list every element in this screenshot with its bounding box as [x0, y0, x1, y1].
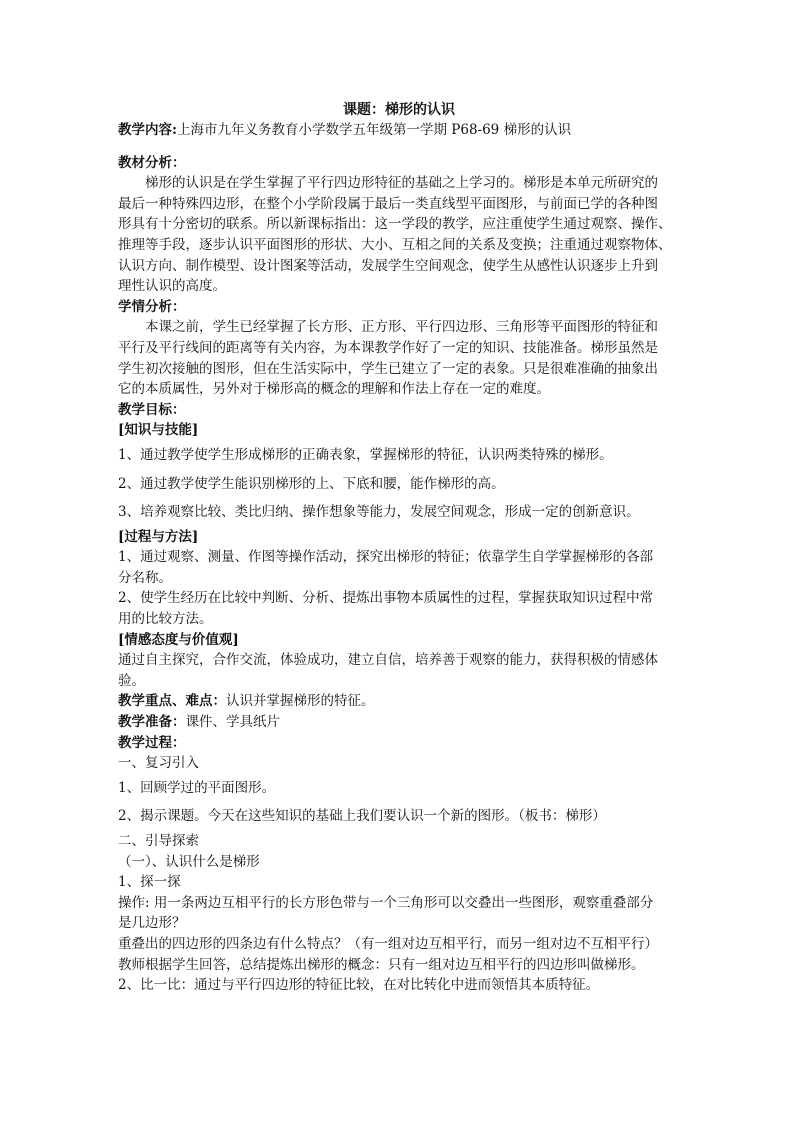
document-page — [118, 100, 680, 996]
teaching-content-value: 上海市九年义务教育小学数学五年级第一学期 P68-69 梯形的认识 — [176, 122, 572, 138]
preparation-value: 课件、学具纸片 — [185, 714, 280, 731]
goals-heading: 教学目标： — [118, 401, 186, 418]
operation-line: 操作: 用一条两边互相平行的长方形色带与一个三角形可以交叠出一些图形，观察重叠部分 — [118, 894, 654, 911]
operation-line: 是几边形？ — [118, 915, 186, 932]
material-analysis-heading: 教材分析： — [118, 154, 186, 171]
process-item: 用的比较方法。 — [118, 611, 213, 628]
student-line: 平行及平行线间的距离等有关内容，为本课教学作好了一定的知识、技能准备。梯形虽然是 — [118, 339, 658, 356]
section-explore: 二、引导探索 — [118, 833, 199, 849]
knowledge-item: 1、通过教学使学生形成梯形的正确表象，掌握梯形的特征，认识两类特殊的梯形。 — [118, 446, 613, 463]
review-item: 1、回顾学过的平面图形。 — [118, 779, 276, 796]
student-line: 它的本质属性，另外对于梯形高的概念的理解和作法上存在一定的难度。 — [118, 381, 550, 398]
question-line: 重叠出的四边形的四条边有什么特点？（有一组对边互相平行，而另一组对边不互相平行） — [118, 935, 658, 952]
teaching-process-heading: 教学过程： — [118, 734, 186, 751]
key-points-label: 教学重点、难点： — [118, 693, 226, 710]
student-analysis-heading: 学情分析： — [118, 298, 186, 315]
material-line: 理性认识的高度。 — [118, 278, 226, 295]
emotion-line: 通过自主探究，合作交流，体验成功，建立自信，培养善于观察的能力，获得积极的情感体 — [118, 652, 658, 669]
section-review: 一、复习引入 — [118, 755, 199, 772]
student-line: 学生初次接触的图形，但在生活实际中，学生已建立了一定的表象。只是很难准确的抽象出 — [118, 360, 658, 377]
emotion-heading: [情感态度与价值观] — [118, 631, 239, 648]
process-method-heading: [过程与方法] — [118, 528, 199, 545]
teaching-content-label: 教学内容: — [118, 122, 177, 138]
process-item: 分名称。 — [118, 569, 172, 586]
teaching-content — [118, 120, 680, 141]
material-line: 形具有十分密切的联系。所以新课标指出：这一学段的教学，应注重使学生通过观察、操作、 — [118, 216, 672, 233]
explore-subsection: （一）、认识什么是梯形 — [118, 853, 260, 870]
emotion-line: 验。 — [118, 672, 145, 689]
key-points — [118, 691, 680, 712]
material-line: 认识方向、制作模型、设计图案等活动，发展学生空间观念，使学生从感性认识逐步上升到 — [118, 257, 658, 274]
student-line: 本课之前，学生已经掌握了长方形、正方形、平行四边形、三角形等平面图形的特征和 — [145, 319, 658, 336]
material-line: 梯形的认识是在学生掌握了平行四边形特征的基础之上学习的。梯形是本单元所研究的 — [145, 175, 658, 192]
preparation-label: 教学准备： — [118, 714, 186, 731]
preparation — [118, 712, 680, 733]
knowledge-heading: [知识与技能] — [118, 422, 199, 439]
spacer — [118, 141, 680, 153]
review-item: 2、揭示课题。今天在这些知识的基础上我们要认识一个新的图形。（板书：梯形） — [118, 808, 606, 825]
knowledge-item: 3、培养观察比较、类比归纳、操作想象等能力，发展空间观念，形成一定的创新意识。 — [118, 504, 640, 521]
teacher-line: 教师根据学生回答，总结提炼出梯形的概念：只有一组对边互相平行的四边形叫做梯形。 — [118, 956, 645, 973]
material-line: 最后一种特殊四边形，在整个小学阶段属于最后一类直线型平面图形，与前面已学的各种图 — [118, 195, 658, 212]
process-item: 1、通过观察、测量、作图等操作活动，探究出梯形的特征；依靠学生自学掌握梯形的各部 — [118, 549, 654, 566]
explore-item: 1、探一探 — [118, 874, 181, 891]
process-item: 2、使学生经历在比较中判断、分析、提炼出事物本质属性的过程，掌握获取知识过程中常 — [118, 590, 654, 607]
knowledge-item: 2、通过教学使学生能识别梯形的上、下底和腰，能作梯形的高。 — [118, 475, 505, 492]
material-line: 推理等手段，逐步认识平面图形的形状、大小、互相之间的关系及变换；注重通过观察物体、 — [118, 236, 672, 253]
compare-item: 2、比一比：通过与平行四边形的特征比较，在对比转化中进而领悟其本质特征。 — [118, 977, 600, 994]
key-points-value: 认识并掌握梯形的特征。 — [226, 693, 375, 710]
lesson-title: 课题：梯形的认识 — [343, 102, 455, 118]
